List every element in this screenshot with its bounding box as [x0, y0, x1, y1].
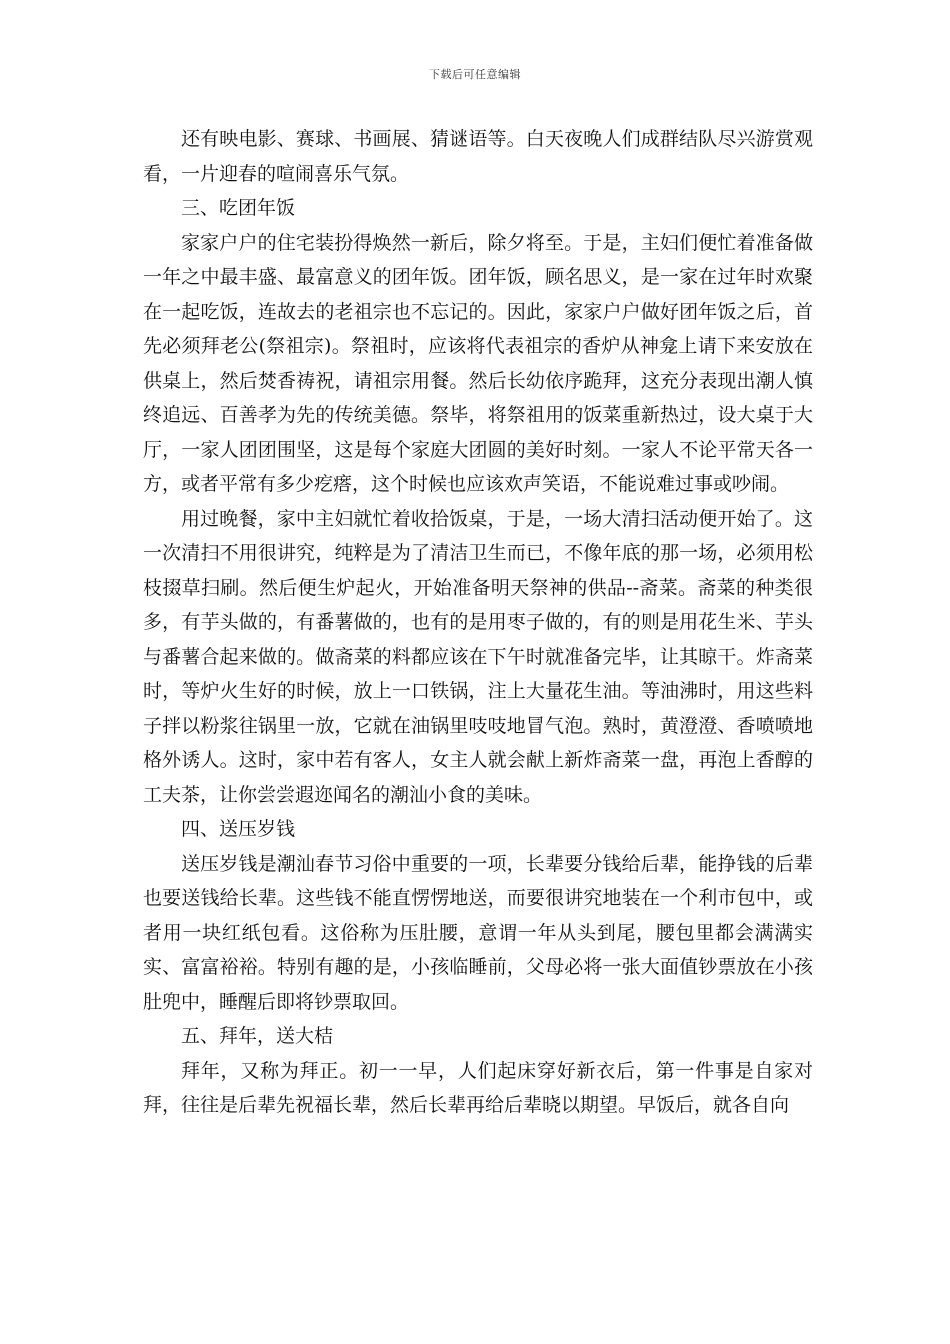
paragraph-cleaning-and-fried-snacks: 用过晚餐，家中主妇就忙着收拾饭桌，于是，一场大清扫活动便开始了。这一次清扫不用很讲究，纯粹是为了清洁卫生而已，不像年底的那一场，必须用松枝掇草扫刷。然后便生炉起火，开始准备明天祭神的供品--斋菜。斋菜的种类很多，有芋头做的，有番薯做的，也有的是用枣子做的，有的则是用花生米、芋头与番薯合起来做的。做斋菜的料都应该在下午时就准备完毕，让其晾干。炸斋菜时，等炉火生好的时候，放上一口铁锅，注上大量花生油。等油沸时，用这些料子拌以粉浆往锅里一放，它就在油锅里吱吱地冒气泡。熟时，黄澄澄、香喷喷地格外诱人。这时，家中若有客人，女主人就会献上新炸斋菜一盘，再泡上香醇的工夫茶，让你尝尝遐迩闻名的潮汕小食的美味。	[143, 507, 813, 806]
section-heading-reunion-dinner: 三、吃团年饭	[181, 197, 296, 219]
paragraph-entertainment: 还有映电影、赛球、书画展、猜谜语等。白天夜晚人们成群结队尽兴游赏观看，一片迎春的喧闹喜乐气氛。	[143, 128, 813, 185]
paragraph-new-year-visits: 拜年，又称为拜正。初一一早，人们起床穿好新衣后，第一件事是自家对拜，往往是后辈先祝福长辈，然后长辈再给后辈晓以期望。早饭后，就各自向	[143, 1059, 813, 1116]
document-body	[143, 122, 813, 1123]
section-heading-new-year-visits: 五、拜年，送大桔	[181, 1025, 334, 1047]
page-header: 下载后可任意编辑	[429, 68, 521, 81]
section-heading-lucky-money: 四、送压岁钱	[181, 818, 296, 840]
paragraph-lucky-money: 送压岁钱是潮汕春节习俗中重要的一项，长辈要分钱给后辈，能挣钱的后辈也要送钱给长辈。这些钱不能直愣愣地送，而要很讲究地装在一个利市包中，或者用一块红纸包看。这俗称为压肚腰，意谓一年从头到尾，腰包里都会满满实实、富富裕裕。特别有趣的是，小孩临睡前，父母必将一张大面值钞票放在小孩肚兜中，睡醒后即将钞票取回。	[143, 852, 813, 1013]
paragraph-reunion-dinner: 家家户户的住宅装扮得焕然一新后，除夕将至。于是，主妇们便忙着准备做一年之中最丰盛、最富意义的团年饭。团年饭，顾名思义，是一家在过年时欢聚在一起吃饭，连故去的老祖宗也不忘记的。因此，家家户户做好团年饭之后，首先必须拜老公(祭祖宗)。祭祖时，应该将代表祖宗的香炉从神龛上请下来安放在供桌上，然后焚香祷祝，请祖宗用餐。然后长幼依序跪拜，这充分表现出潮人慎终追远、百善孝为先的传统美德。祭毕，将祭祖用的饭菜重新热过，设大桌于大厅，一家人团团围坚，这是每个家庭大团圆的美好时刻。一家人不论平常天各一方，或者平常有多少疙瘩，这个时候也应该欢声笑语，不能说难过事或吵闹。	[143, 231, 813, 495]
